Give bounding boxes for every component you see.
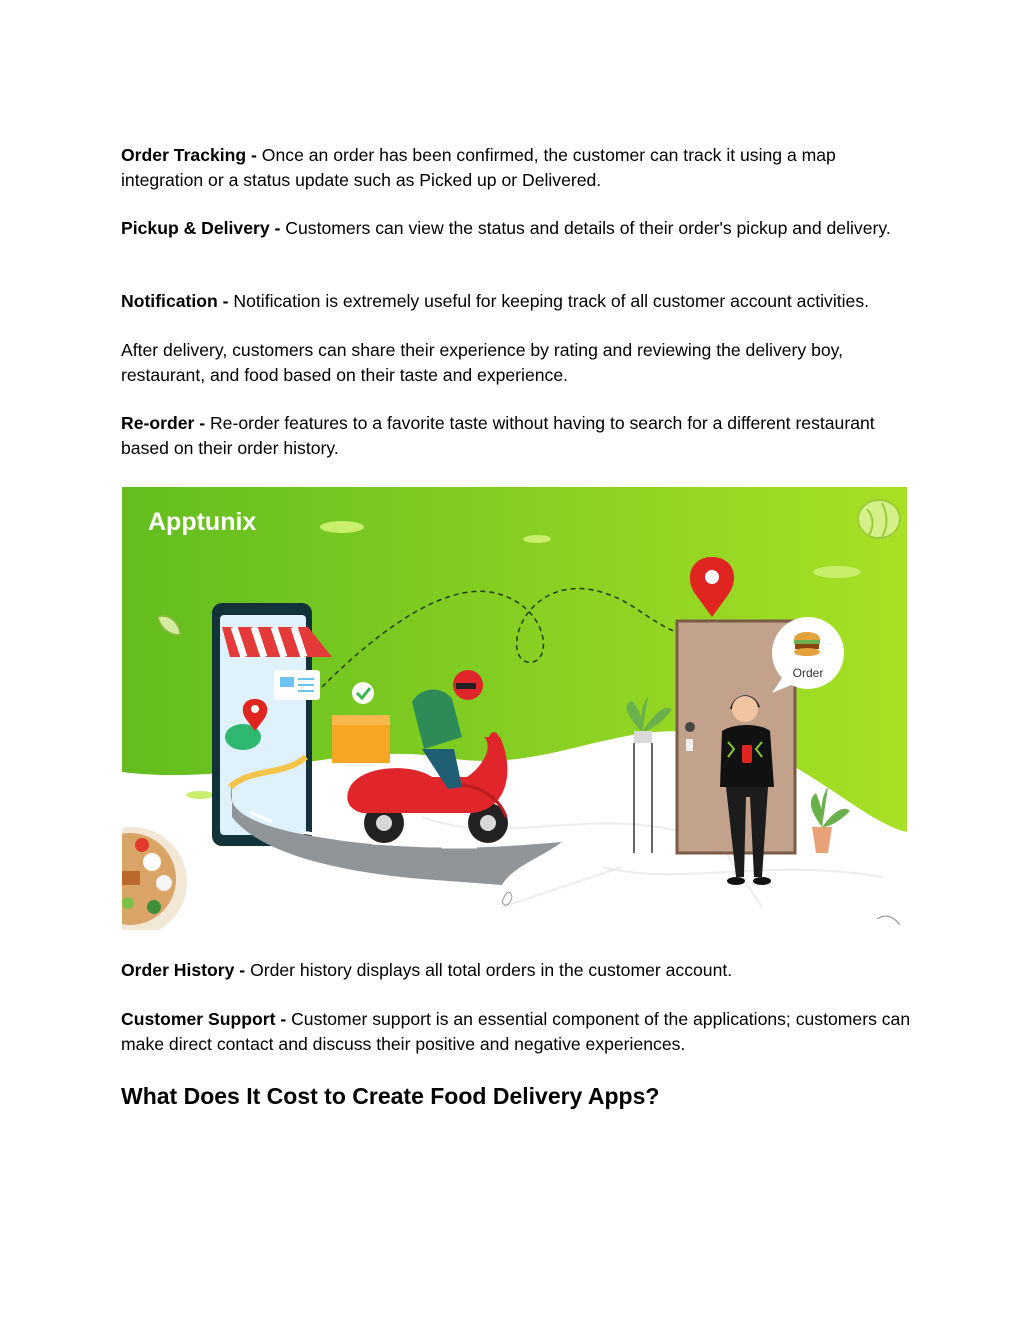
after-delivery-paragraph [121,338,911,387]
order-tracking-label: Order Tracking - [121,145,262,165]
order-bubble-text: Order [792,666,824,680]
section-heading: What Does It Cost to Create Food Delivery Apps? [121,1083,660,1109]
reorder-label: Re-order - [121,413,210,433]
illustration-svg [122,487,907,930]
notification-label: Notification - [121,291,234,311]
reorder-paragraph [121,411,911,460]
order-tracking-paragraph [121,143,911,192]
reorder-text: Re-order features to a favorite taste without having to search for a different restaurant based on their order history. [121,413,875,458]
check-icon [352,682,374,704]
customer-support-paragraph [121,1007,911,1056]
pickup-delivery-label: Pickup & Delivery - [121,218,286,238]
notification-text: Notification is extremely useful for keeping track of all customer account activities. [233,291,870,311]
order-history-paragraph [121,958,911,983]
order-history-label: Order History - [121,960,251,980]
customer-support-label: Customer Support - [121,1009,292,1029]
notification-paragraph [121,289,911,314]
order-history-text: Order history displays all total orders in the customer account. [250,960,733,980]
pickup-delivery-paragraph [121,216,911,241]
apptunix-logo: Apptunix [148,508,257,536]
pickup-delivery-text: Customers can view the status and details of their order's pickup and delivery. [285,218,891,238]
onion-icon [858,500,900,538]
order-tracking-text: Once an order has been confirmed, the customer can track it using a map integration or a status update such as Picked up or Delivered. [121,145,836,190]
customer-support-text: Customer support is an essential component of the applications; customers can make direct contact and discuss their positive and negative experiences. [121,1009,911,1054]
food-delivery-illustration [122,487,907,930]
after-delivery-text: After delivery, customers can share their experience by rating and reviewing the delivery boy, restaurant, and food based on their taste and experience. [121,340,844,385]
